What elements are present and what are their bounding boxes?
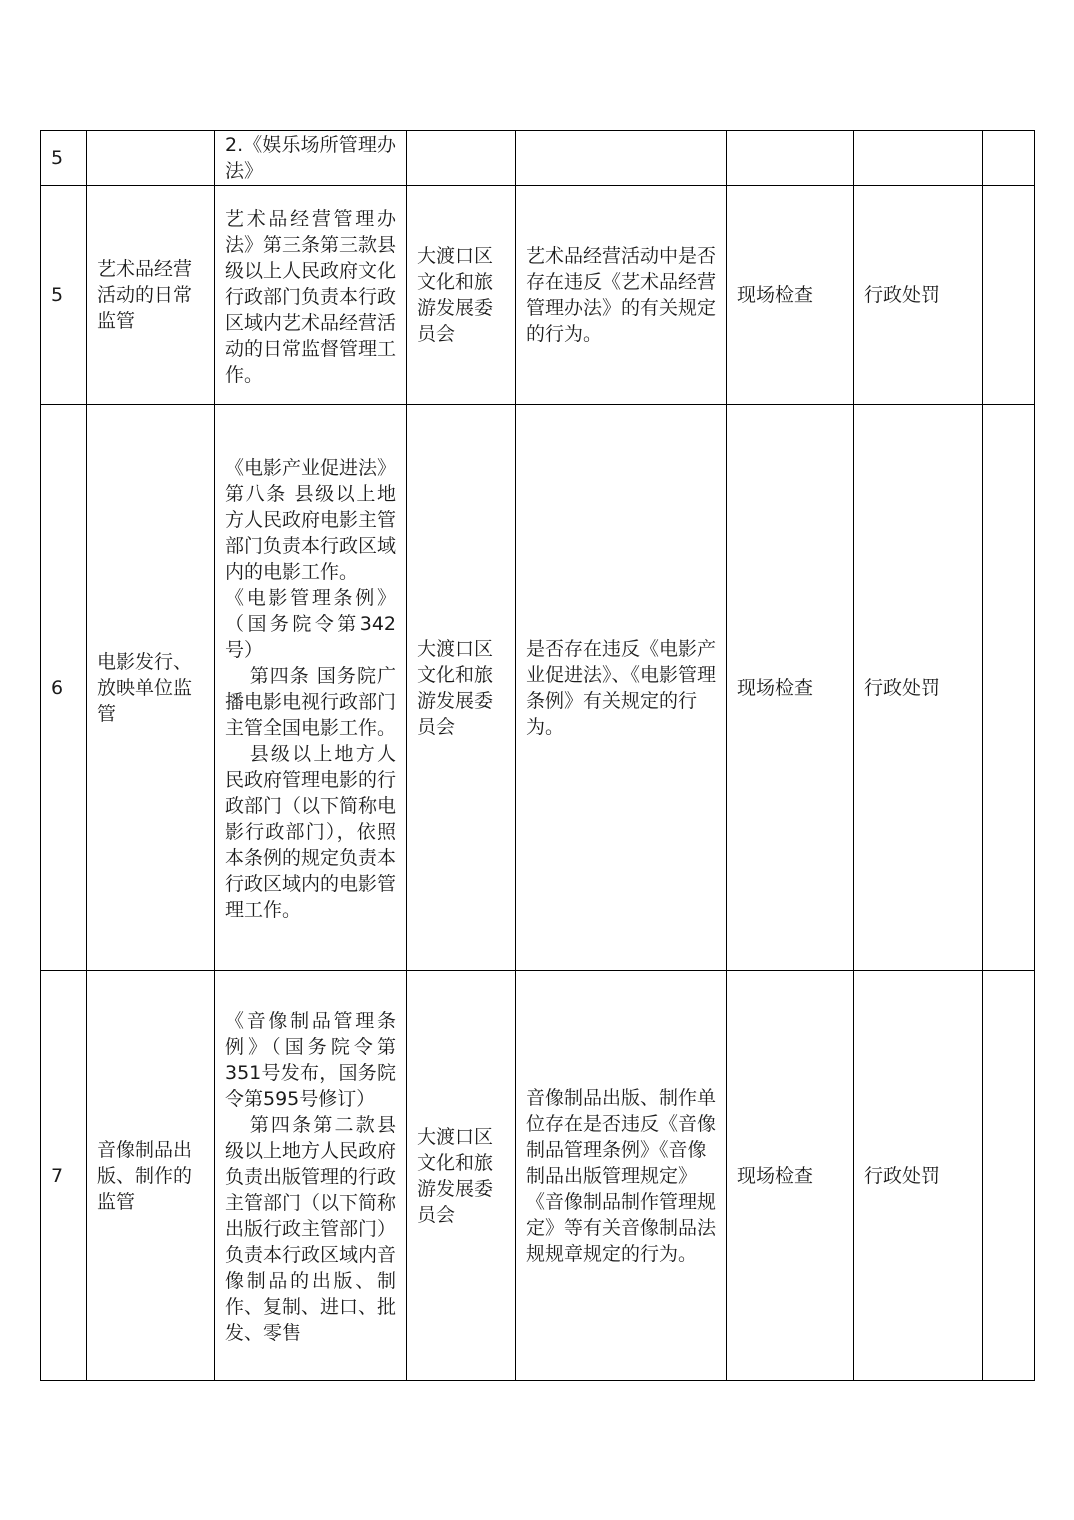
- remark: [983, 405, 1035, 971]
- handling-result: 行政处罚: [854, 405, 983, 971]
- supervision-table: [40, 130, 1035, 1381]
- handling-result: 行政处罚: [854, 971, 983, 1381]
- item-name: 电影发行、放映单位监管: [87, 405, 215, 971]
- row-number: 6: [41, 405, 87, 971]
- responsible-department: 大渡口区文化和旅游发展委员会: [407, 971, 516, 1381]
- row-number: 7: [41, 971, 87, 1381]
- row-number: 5: [41, 131, 87, 186]
- legal-basis-paragraph: 2.《娱乐场所管理办法》: [225, 134, 396, 182]
- inspection-method: 现场检查: [727, 405, 854, 971]
- table-row: [41, 971, 1035, 1381]
- responsible-department: 大渡口区文化和旅游发展委员会: [407, 186, 516, 405]
- inspection-method: 现场检查: [727, 971, 854, 1381]
- inspection-content: [516, 131, 727, 186]
- legal-basis: [215, 405, 407, 971]
- legal-basis-paragraph: 第四条 国务院广播电影电视行政部门主管全国电影工作。: [225, 665, 397, 739]
- handling-result: 行政处罚: [854, 186, 983, 405]
- item-name: 音像制品出版、制作的监管: [87, 971, 215, 1381]
- table-row: [41, 186, 1035, 405]
- legal-basis-paragraph: 第四条第二款县级以上地方人民政府负责出版管理的行政主管部门（以下简称出版行政主管部门）负责本行政区域内音像制品的出版、制作、复制、进口、批发、零售: [225, 1114, 397, 1344]
- inspection-method: 现场检查: [727, 186, 854, 405]
- legal-basis-paragraph: 《音像制品管理条例》（国务院令第351号发布，国务院令第595号修订）: [225, 1010, 396, 1110]
- inspection-method: [727, 131, 854, 186]
- responsible-department: [407, 131, 516, 186]
- item-name: 艺术品经营活动的日常监管: [87, 186, 215, 405]
- legal-basis-paragraph: 《电影产业促进法》第八条 县级以上地方人民政府电影主管部门负责本行政区域内的电影工作。: [225, 457, 397, 583]
- row-number: 5: [41, 186, 87, 405]
- remark: [983, 131, 1035, 186]
- legal-basis-paragraph: 艺术品经营管理办法》第三条第三款县级以上人民政府文化行政部门负责本行政区域内艺术品经营活动的日常监督管理工作。: [225, 207, 397, 386]
- table-row: [41, 131, 1035, 186]
- legal-basis: [215, 131, 407, 186]
- table-row: [41, 405, 1035, 971]
- inspection-content: 音像制品出版、制作单位存在是否违反《音像制品管理条例》《音像制品出版管理规定》《音像制品制作管理规定》等有关音像制品法规规章规定的行为。: [516, 971, 727, 1381]
- handling-result: [854, 131, 983, 186]
- legal-basis-paragraph: 《电影管理条例》（国务院令第342号）: [225, 587, 396, 661]
- item-name: [87, 131, 215, 186]
- remark: [983, 971, 1035, 1381]
- remark: [983, 186, 1035, 405]
- inspection-content: 艺术品经营活动中是否存在违反《艺术品经营管理办法》的有关规定的行为。: [516, 186, 727, 405]
- legal-basis: [215, 971, 407, 1381]
- legal-basis: [215, 186, 407, 405]
- legal-basis-paragraph: 县级以上地方人民政府管理电影的行政部门（以下简称电影行政部门），依照本条例的规定负责本行政区域内的电影管理工作。: [225, 743, 397, 921]
- responsible-department: 大渡口区文化和旅游发展委员会: [407, 405, 516, 971]
- inspection-content: 是否存在违反《电影产业促进法》、《电影管理条例》有关规定的行为。: [516, 405, 727, 971]
